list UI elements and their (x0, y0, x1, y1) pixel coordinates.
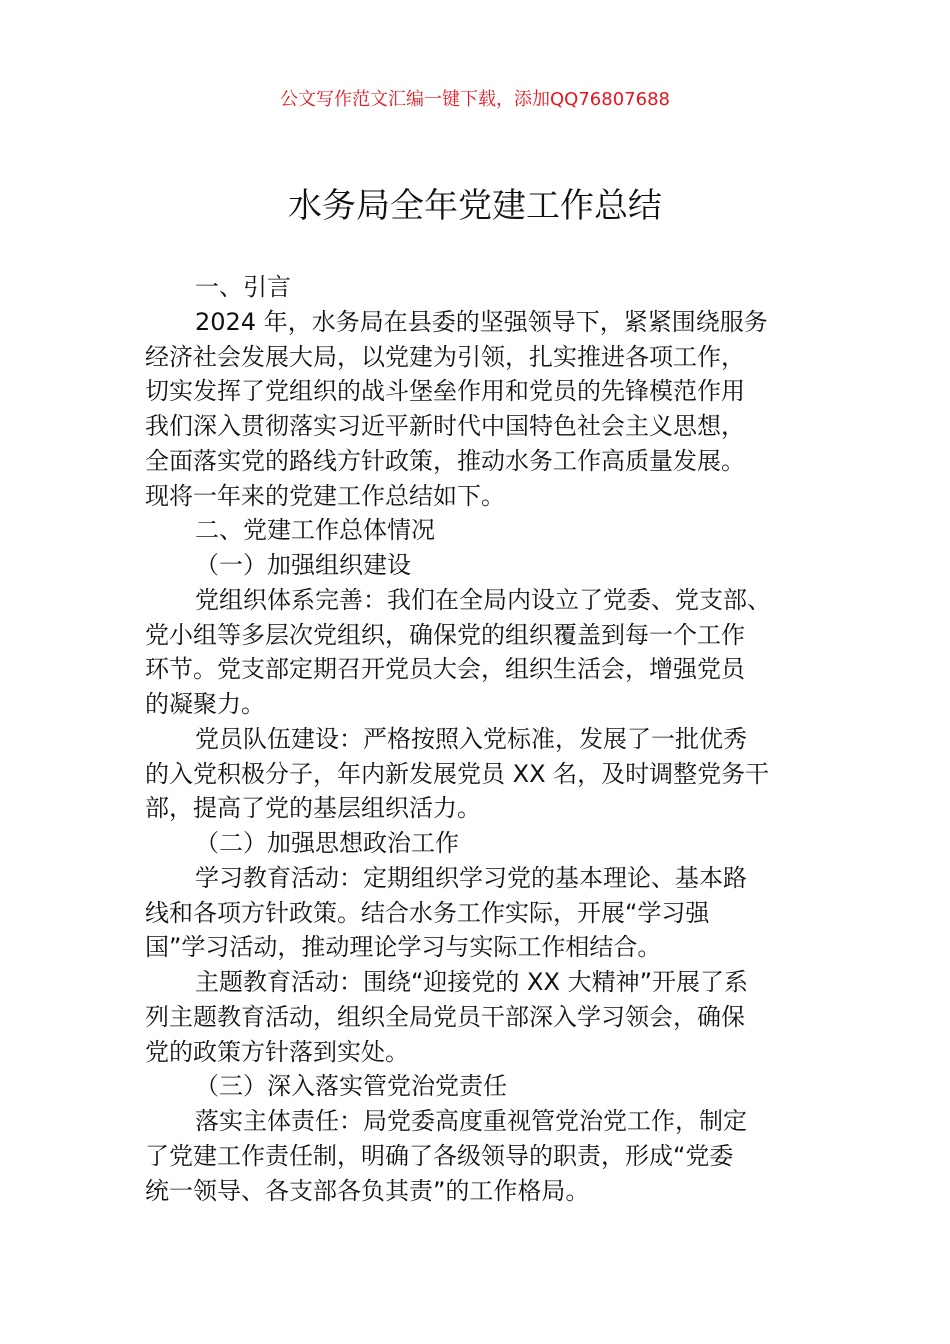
text-line: 部，提高了党的基层组织活力。 (145, 794, 481, 823)
text-line: 全面落实党的路线方针政策，推动水务工作高质量发展。 (145, 446, 745, 475)
text-line: 的凝聚力。 (145, 690, 265, 718)
text-line: 了党建工作责任制，明确了各级领导的职责，形成“党委 (145, 1141, 734, 1170)
text-line: （三）深入落实管党治党责任 (195, 1072, 507, 1101)
text-line: 国”学习活动，推动理论学习与实际工作相结合。 (145, 933, 662, 962)
text-line: 环节。党支部定期召开党员大会，组织生活会，增强党员 (145, 655, 745, 684)
text-line: 经济社会发展大局，以党建为引领，扎实推进各项工作， (145, 342, 745, 371)
text-line: 一、引言 (195, 273, 291, 301)
text-line: （二）加强思想政治工作 (195, 829, 459, 857)
document-title: 水务局全年党建工作总结 (288, 186, 662, 226)
text-line: 党组织体系完善：我们在全局内设立了党委、党支部、 (195, 585, 771, 614)
text-line: 现将一年来的党建工作总结如下。 (145, 481, 505, 510)
text-line: 二、党建工作总体情况 (195, 516, 435, 545)
text-line: 学习教育活动：定期组织学习党的基本理论、基本路 (195, 863, 747, 892)
text-line: 线和各项方针政策。结合水务工作实际，开展“学习强 (145, 898, 710, 927)
document-body (145, 270, 810, 1208)
text-line: 我们深入贯彻落实习近平新时代中国特色社会主义思想， (145, 412, 745, 440)
text-line: 的入党积极分子，年内新发展党员 XX 名，及时调整党务干 (145, 759, 770, 788)
text-line: 2024 年，水务局在县委的坚强领导下，紧紧围绕服务 (195, 307, 768, 336)
text-line: 列主题教育活动，组织全局党员干部深入学习领会，确保 (145, 1002, 745, 1031)
text-line: 党员队伍建设：严格按照入党标准，发展了一批优秀 (195, 724, 747, 753)
text-line: 统一领导、各支部各负其责”的工作格局。 (145, 1176, 590, 1205)
text-line: 党小组等多层次党组织，确保党的组织覆盖到每一个工作 (145, 620, 745, 649)
download-banner: 公文写作范文汇编一键下载，添加QQ76807688 (280, 89, 670, 110)
text-line: 主题教育活动：围绕“迎接党的 XX 大精神”开展了系 (195, 968, 749, 996)
text-line: 党的政策方针落到实处。 (145, 1037, 409, 1066)
text-line: 切实发挥了党组织的战斗堡垒作用和党员的先锋模范作用 (145, 377, 745, 406)
text-line: （一）加强组织建设 (195, 551, 411, 579)
text-line: 落实主体责任：局党委高度重视管党治党工作，制定 (195, 1107, 747, 1135)
